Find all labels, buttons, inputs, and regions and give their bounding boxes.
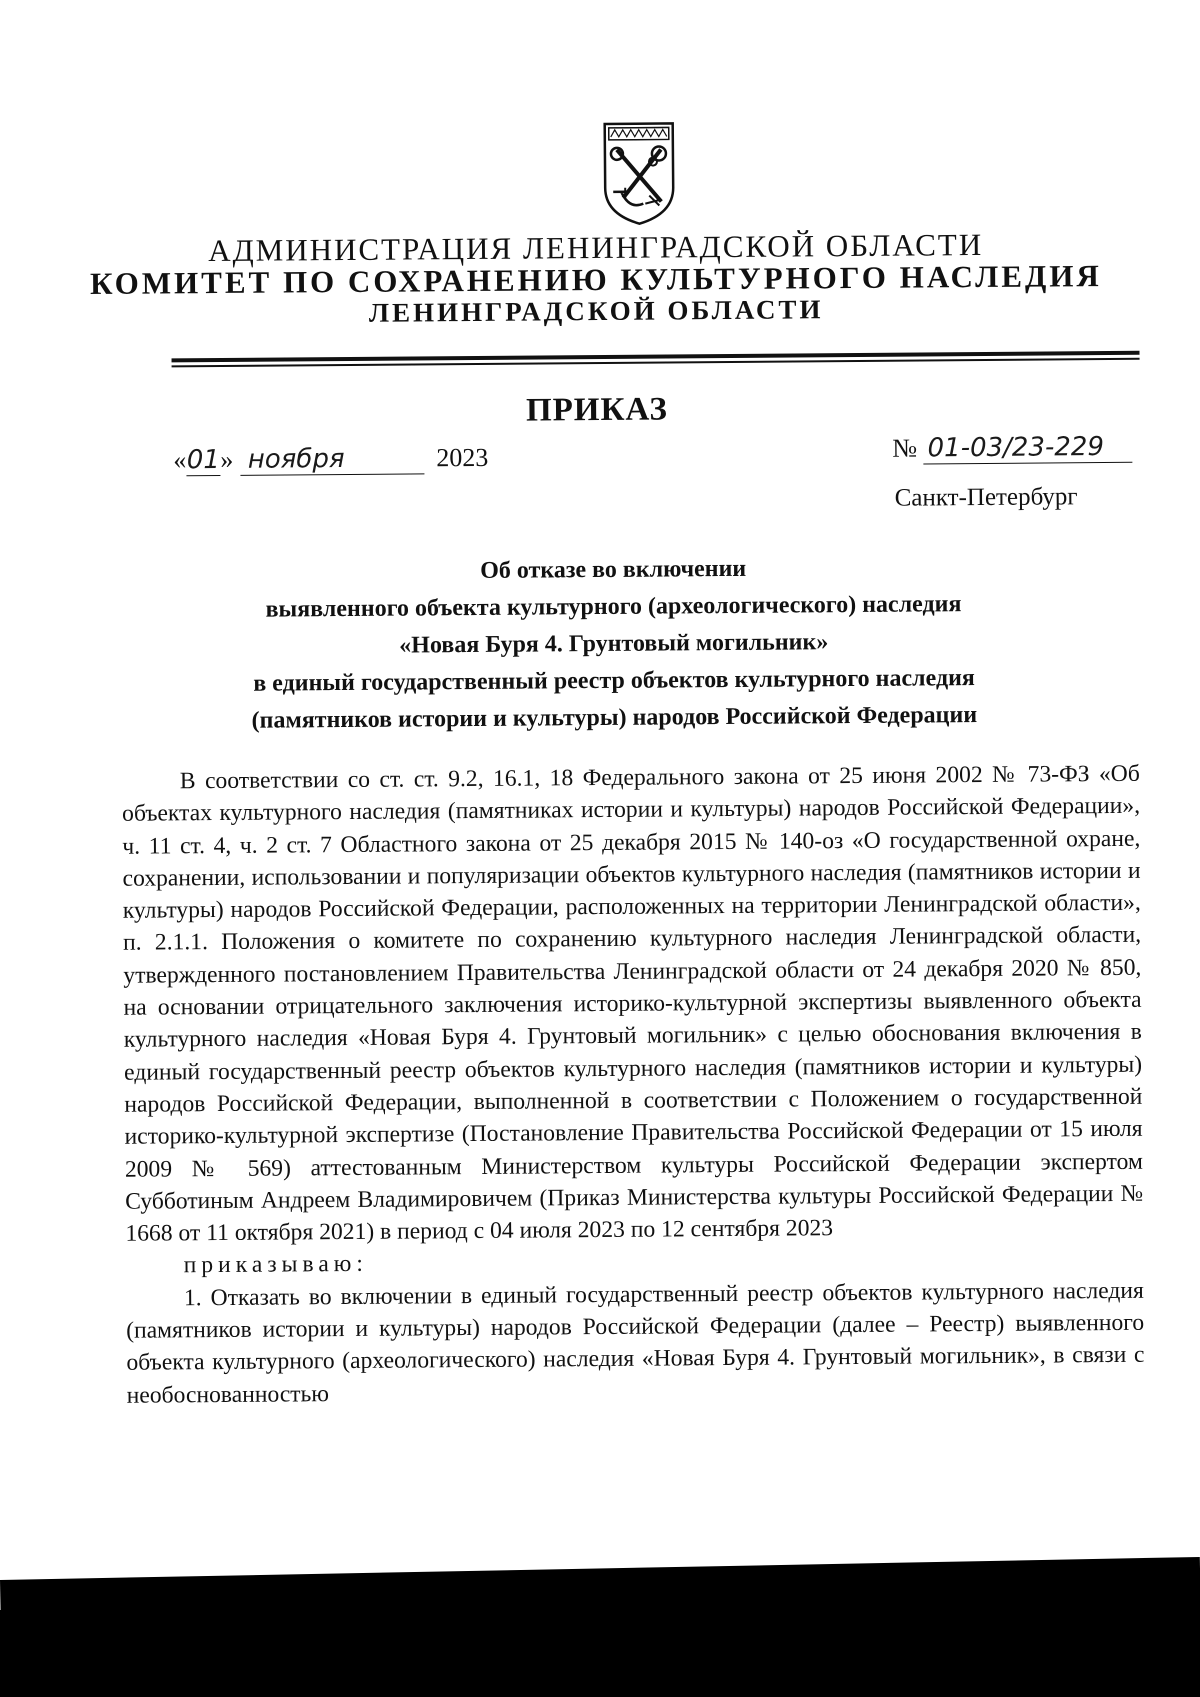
number-field: 01-03/23-229 bbox=[923, 432, 1132, 465]
preamble-paragraph: В соответствии со ст. ст. 9.2, 16.1, 18 Федерального закона от 25 июня 2002 № 73-ФЗ «Об объектах культурного наследия (памятниках истории и культуры) народов Российской Федерации», ч. 11 ст. 4, ч. 2 ст. 7 Областного закона от 25 декабря 2015 № 140-оз «О государственной охране, сохранении, использовании и популяризации объектов культурного наследия (памятников истории и культуры) народов Российской Федерации, расположенных на территории Ленинградской области», п. 2.1.1. Положения о комитете по сохранению культурного наследия Ленинградской области, утвержденного постановлением Правительства Ленинградской области от 24 декабря 2020 № 850, на основании отрицательного заключения историко-культурной экспертизы выявленного объекта культурного наследия «Новая Буря 4. Грунтовый могильник» с целью обоснования включения в единый государственный реестр объектов культурного наследия (памятников истории и культуры) народов Российской Федерации, выполненной в соответствии с Положением о государственной историко-культурной экспертизе (Постановление Правительства Российской Федерации от 15 июля 2009 № 569) аттестованным Министерством культуры Российской Федерации экспертом Субботиным Андреем Владимировичем (Приказ Министерства культуры Российской Федерации № 1668 от 11 октября 2021) в период с 04 июля 2023 по 12 сентября 2023 bbox=[121, 760, 1144, 1247]
date-month-field: ноября bbox=[240, 443, 424, 475]
date-close-quote: » bbox=[220, 444, 234, 474]
order-body bbox=[122, 758, 1145, 1412]
date-open-quote: « bbox=[173, 445, 187, 475]
title-line: Об отказе во включении bbox=[480, 555, 747, 584]
administration-heading: АДМИНИСТРАЦИЯ ЛЕНИНГРАДСКОЙ ОБЛАСТИ bbox=[208, 226, 984, 269]
order-title bbox=[148, 548, 1079, 740]
coat-of-arms-icon bbox=[603, 121, 676, 226]
title-line: (памятников истории и культуры) народов Российской Федерации bbox=[251, 702, 978, 734]
title-line: выявленного объекта культурного (археологического) наследия bbox=[265, 591, 962, 623]
document-place: Санкт-Петербург bbox=[894, 483, 1078, 512]
order-word: приказываю: bbox=[183, 1251, 369, 1279]
document-number bbox=[892, 432, 1133, 465]
number-prefix: № bbox=[892, 433, 918, 463]
title-line: «Новая Буря 4. Грунтовый могильник» bbox=[399, 629, 829, 659]
region-heading: ЛЕНИНГРАДСКОЙ ОБЛАСТИ bbox=[368, 294, 824, 328]
scan-edge-fill bbox=[0, 1610, 1200, 1697]
document-type-title: ПРИКАЗ bbox=[525, 391, 668, 429]
date-year: 2023 bbox=[436, 442, 489, 473]
title-line: в единый государственный реестр объектов культурного наследия bbox=[253, 665, 975, 697]
document-date bbox=[173, 443, 488, 476]
date-day-field: 01 bbox=[186, 444, 220, 476]
order-item-1: 1. Отказать во включении в единый государственный реестр объектов культурного наследия (памятников истории и культуры) народов Российской Федерации (далее – Реестр) выявленного объекта культурного (археологического) наследия «Новая Буря 4. Грунтовый могильник», в связи с необоснованностью bbox=[126, 1277, 1145, 1409]
committee-heading: КОМИТЕТ ПО СОХРАНЕНИЮ КУЛЬТУРНОГО НАСЛЕДИЯ bbox=[89, 258, 1102, 301]
